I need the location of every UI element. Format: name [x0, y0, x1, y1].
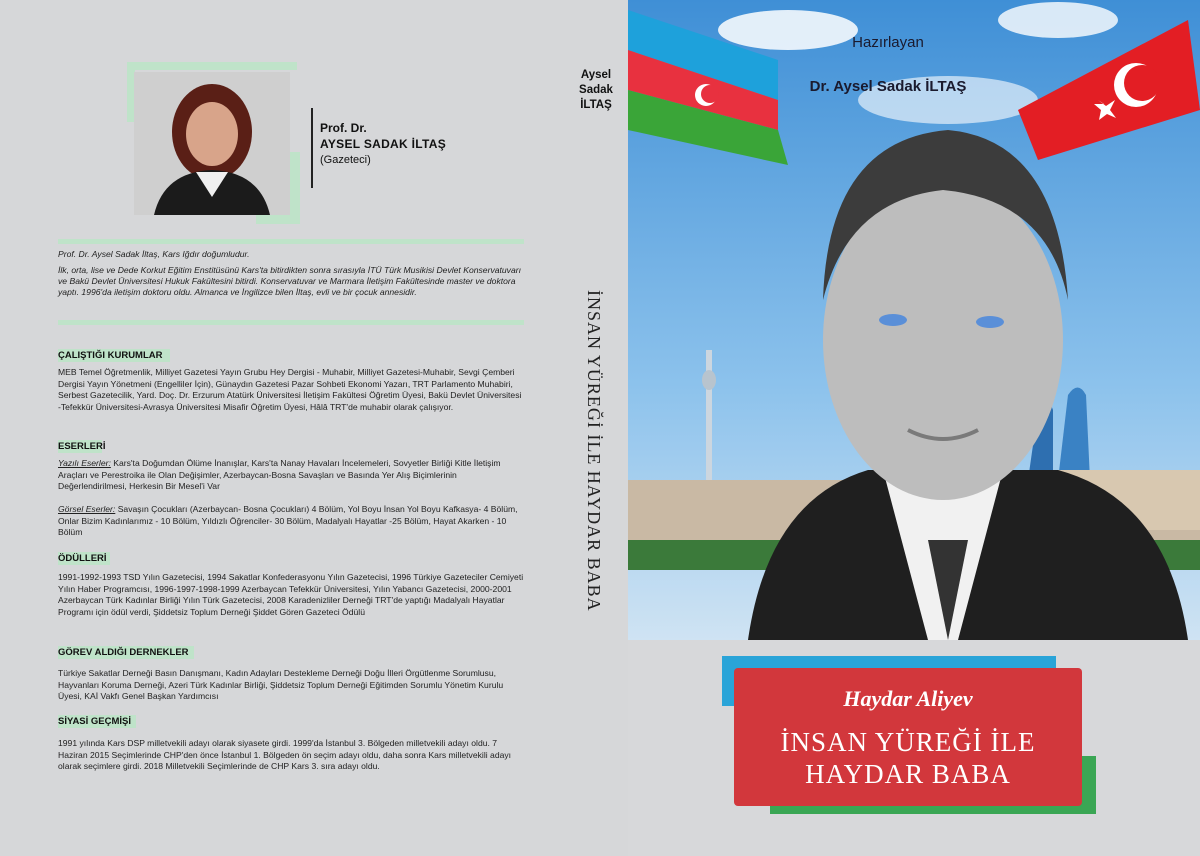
author-photo — [134, 72, 290, 215]
spine-author-first: Aysel — [580, 69, 612, 81]
cover-subtitle: Haydar Aliyev — [843, 686, 973, 711]
cover-photo — [628, 0, 1200, 640]
written-label: Yazılı Eserler: — [58, 458, 111, 468]
author-title: Prof. Dr. — [320, 121, 367, 135]
title-frame-green — [1082, 756, 1096, 814]
awards-text: 1991-1992-1993 TSD Yılın Gazetecisi, 1994 Sakatlar Konfederasyonu Yılın Gazetecisi, 1996 Türkiye Gazeteciler Cemiyeti Yılın Haber Programcısı, 1996-1997-1998-1999 Azerbaycan Tefekkür Üniversitesi, Yılın Yabancı Gazetecisi, 2000-2001 Azerbaycan Türk Kadınlar Birliği Yılın Türk Gazetecisi, 2008 Karadenizliler Derneği TRT'de yaptığı Madalyalı Hayatlar Programı için ödül verdi, Şiddetsiz Toplum Derneği Şiddet Gören Gazeteci Ödülü — [58, 572, 524, 617]
title-box — [734, 668, 1082, 806]
prepared-by-name: Dr. Aysel Sadak İLTAŞ — [809, 78, 967, 95]
politics-text: 1991 yılında Kars DSP milletvekili adayı olarak siyasete girdi. 1999'da İstanbul 3. Bölgeden milletvekili adayı oldu. 7 Haziran 2015 Seçimlerinde CHP'den önce İstanbul 1. Bölgeden ön seçim adayı oldu, daha sonra Kars milletvekili adayı olarak seçimlere girdi. 2018 Milletvekili Seçimlerinde de CHP Kars 3. sıra adayı oldu. — [58, 738, 512, 772]
associations-text: Türkiye Sakatlar Derneği Basın Danışmanı, Kadın Adayları Destekleme Derneği Doğu İlleri Örgütlenme Sorumlusu, Hayvanları Koruma Derneği, Azeri Türk Kadınlar Birliği, Şiddetsiz Toplum Derneği Eğitimden Sorumlu Yönetim Kurulu Üyesi, KAİ Vakfı Genel Başkan Yardımcısı — [58, 668, 504, 702]
prepared-by-label: Hazırlayan — [852, 34, 924, 51]
cover-title-line1: İNSAN YÜREĞİ İLE — [780, 727, 1036, 757]
heading-institutions: ÇALIŞTIĞI KURUMLAR — [58, 350, 163, 361]
visual-label: Görsel Eserler: — [58, 504, 116, 514]
photo-accent — [127, 62, 297, 70]
institutions-text: MEB Temel Öğretmenlik, Milliyet Gazetesi Yayın Grubu Hey Dergisi - Muhabir, Milliyet Gazetesi-Muhabir, Sevgi Çemberi Dergisi Yayın Yönetmeni (Engelliler İçin), Günaydın Gazetesi Pazar Sohbeti Ekonomi Yazarı, TRT Parlamento Muhabiri, Serbest Gazetecilik, Yard. Doç. Dr. Erzurum Atatürk Üniversitesi İletişim Fakültesi Öğretim Üyesi, Bakü Devlet Üniversitesi -Tefekkür Üniversitesi-Avrasya Üniversitesi Misafir Öğretim Üyesi, Hâlâ TRT'de muhabir olarak çalışıyor. — [58, 367, 522, 412]
works-visual — [58, 504, 524, 539]
visual-text: Savaşın Çocukları (Azerbaycan- Bosna Çocukları) 4 Bölüm, Yol Boyu İnsan Yol Boyu Kafkasya- 4 Bölüm, Onlar Bizim Kadınlarımız - 10 Bölüm, Yıldızlı Öğrenciler- 30 Bölüm, Madalyalı Hayatlar -25 Bölüm, Hayat Akarken - 10 Bölüm — [58, 504, 518, 538]
author-block — [320, 120, 446, 168]
cover-title — [734, 726, 1082, 790]
author-name: AYSEL SADAK İLTAŞ — [320, 137, 447, 151]
heading-awards: ÖDÜLLERİ — [58, 553, 107, 564]
divider — [311, 108, 313, 188]
author-role: (Gazeteci) — [320, 154, 371, 166]
works-written — [58, 458, 524, 493]
bio-text: İlk, orta, lise ve Dede Korkut Eğitim Enstitüsünü Kars'ta bitirdikten sonra sırasıyla İTÜ Türk Musikisi Devlet Konservatuvarı ve Bakü Devlet Üniversitesi Hukuk Fakültesini bitirdi. Konservatuvar ve Marmara İletişim Fakültesinde master ve doktora yaptı. 1996'da iletişim doktoru oldu. Almanca ve İngilizce bilen İltaş, evli ve bir çocuk annesidir. — [58, 265, 522, 297]
spine-author — [566, 68, 626, 113]
written-text: Kars'ta Doğumdan Ölüme İnanışlar, Kars'ta Nanay Havaları İncelemeleri, Sovyetler Birliği Kitle İletişim Araçları ve Perestroika ile Olan Değişimler, Azerbaycan-Bosna Savaşları ve Basında Yer Alış Biçimlerinin Değerlendirilmesi, Herkesin Bir Mesel'i Var — [58, 458, 501, 492]
spine-author-middle: Sadak — [579, 84, 613, 96]
heading-politics: SİYASİ GEÇMİŞİ — [58, 716, 132, 727]
spine-author-last: İLTAŞ — [580, 99, 612, 111]
spine-title: İNSAN YÜREĞİ İLE HAYDAR BABA — [584, 290, 604, 612]
heading-associations: GÖREV ALDIĞI DERNEKLER — [58, 647, 189, 658]
bio-intro: Prof. Dr. Aysel Sadak İltaş, Kars Iğdır doğumludur. — [58, 249, 250, 259]
section-bar — [58, 239, 524, 244]
section-bar — [58, 320, 524, 325]
cover-title-line2: HAYDAR BABA — [805, 759, 1011, 789]
heading-works: ESERLERİ — [58, 441, 106, 452]
